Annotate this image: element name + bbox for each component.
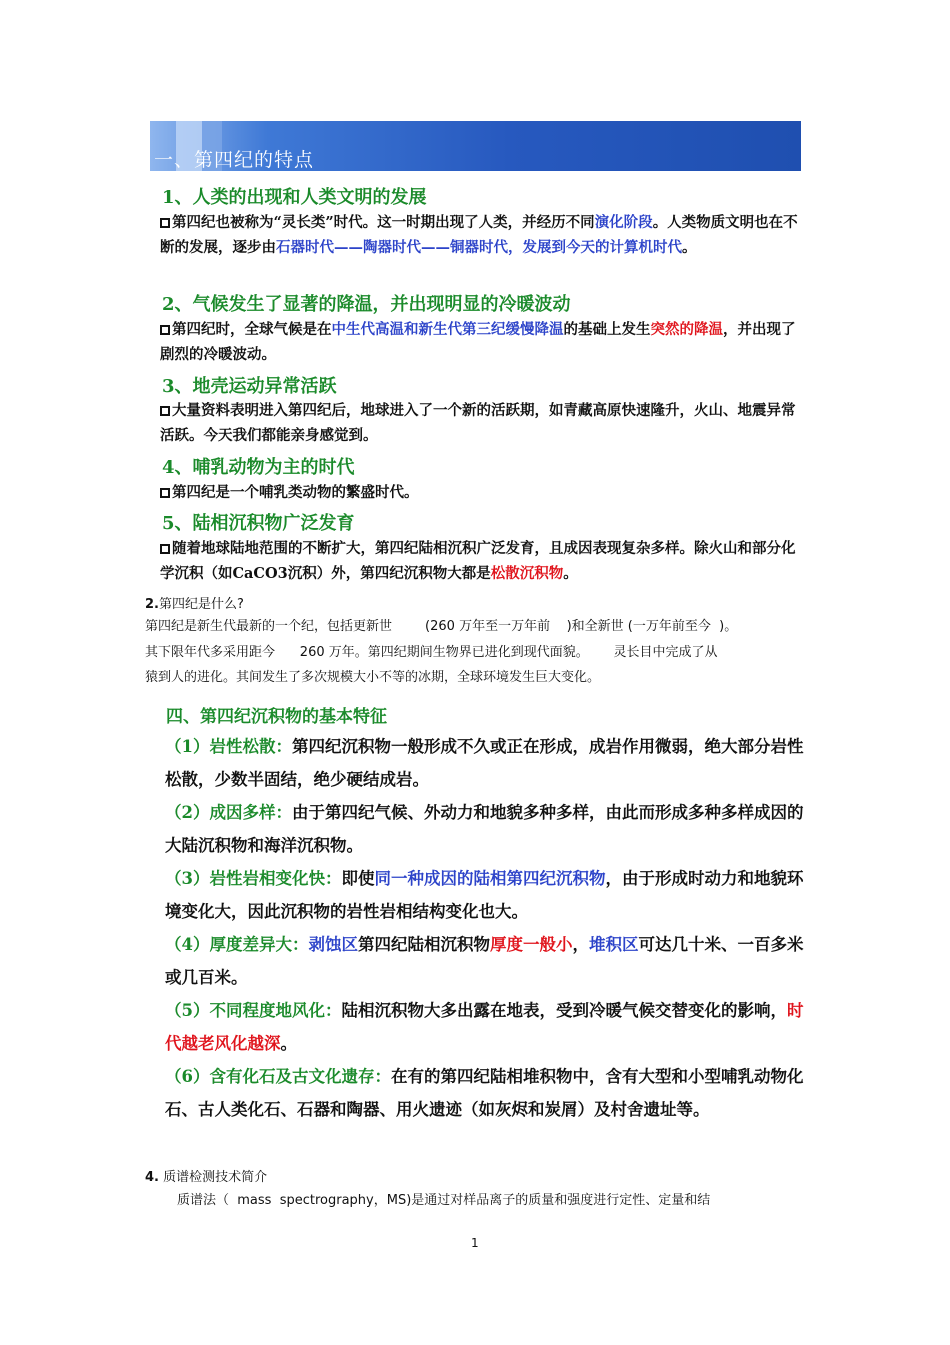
checkbox-icon bbox=[160, 488, 170, 498]
checkbox-icon bbox=[160, 218, 170, 228]
section-4-heading: 4、哺乳动物为主的时代 bbox=[162, 457, 355, 478]
question-4-line: 质谱法（ mass spectrography，MS)是通过对样品离子的质量和强度进行定性、定量和结 bbox=[177, 1193, 711, 1208]
feature-item-5: （5）不同程度地风化：陆相沉积物大多出露在地表，受到冷暖气候交替变化的影响，时代越老风化越深。 bbox=[165, 1001, 804, 1053]
question-2-line: 其下限年代多采用距今 260 万年。第四纪期间生物界已进化到现代面貌。 灵长目中完成了从 bbox=[145, 645, 718, 660]
section-2-heading: 2、气候发生了显著的降温，并出现明显的冷暖波动 bbox=[162, 294, 571, 315]
checkbox-icon bbox=[160, 544, 170, 554]
checkbox-icon bbox=[160, 406, 170, 416]
question-4-heading: 4. 质谱检测技术简介 bbox=[145, 1170, 268, 1185]
feature-item-3: （3）岩性岩相变化快：即使同一种成因的陆相第四纪沉积物，由于形成时动力和地貌环境变化大，因此沉积物的岩性岩相结构变化也大。 bbox=[165, 869, 804, 921]
feature-item-2: （2）成因多样：由于第四纪气候、外动力和地貌多种多样，由此而形成多种多样成因的大陆沉积物和海洋沉积物。 bbox=[165, 803, 804, 855]
checkbox-icon bbox=[160, 325, 170, 335]
section-5-paragraph: 随着地球陆地范围的不断扩大，第四纪陆相沉积广泛发育，且成因表现复杂多样。除火山和部分化学沉积（如CaCO3沉积）外，第四纪沉积物大都是松散沉积物。 bbox=[160, 540, 796, 582]
question-2-line: 第四纪是新生代最新的一个纪，包括更新世 (260 万年至一万年前 )和全新世 (一万年前至今 )。 bbox=[145, 619, 738, 634]
section-2-paragraph: 第四纪时，全球气候是在中生代高温和新生代第三纪缓慢降温的基础上发生突然的降温，并出现了剧烈的冷暖波动。 bbox=[160, 321, 796, 363]
question-2-heading: 2.第四纪是什么? bbox=[145, 597, 244, 612]
feature-item-4: （4）厚度差异大：剥蚀区第四纪陆相沉积物厚度一般小，堆积区可达几十米、一百多米或几百米。 bbox=[165, 935, 804, 987]
page-number: 1 bbox=[471, 1236, 479, 1250]
section-3-heading: 3、地壳运动异常活跃 bbox=[162, 376, 337, 397]
feature-item-1: （1）岩性松散：第四纪沉积物一般形成不久或正在形成，成岩作用微弱，绝大部分岩性松散，少数半固结，绝少硬结成岩。 bbox=[165, 737, 804, 789]
section-characteristics-heading: 四、第四纪沉积物的基本特征 bbox=[166, 707, 387, 727]
section-1-heading: 1、人类的出现和人类文明的发展 bbox=[162, 187, 427, 208]
section-5-heading: 5、陆相沉积物广泛发育 bbox=[162, 513, 355, 534]
section-4-paragraph: 第四纪是一个哺乳类动物的繁盛时代。 bbox=[160, 480, 800, 505]
section-3-paragraph: 大量资料表明进入第四纪后，地球进入了一个新的活跃期，如青藏高原快速隆升，火山、地震异常活跃。今天我们都能亲身感觉到。 bbox=[160, 402, 796, 444]
section-1-paragraph: 第四纪也被称为“灵长类”时代。这一时期出现了人类，并经历不同演化阶段。人类物质文明也在不断的发展，逐步由石器时代——陶器时代——铜器时代，发展到今天的计算机时代。 bbox=[160, 214, 798, 256]
banner-title: 一、第四纪的特点 bbox=[154, 149, 315, 171]
section-banner bbox=[150, 121, 801, 171]
feature-item-6: （6）含有化石及古文化遗存：在有的第四纪陆相堆积物中，含有大型和小型哺乳动物化石、古人类化石、石器和陶器、用火遗迹（如灰烬和炭屑）及村舍遗址等。 bbox=[165, 1067, 804, 1119]
question-2-line: 猿到人的进化。其间发生了多次规模大小不等的冰期，全球环境发生巨大变化。 bbox=[145, 670, 601, 685]
